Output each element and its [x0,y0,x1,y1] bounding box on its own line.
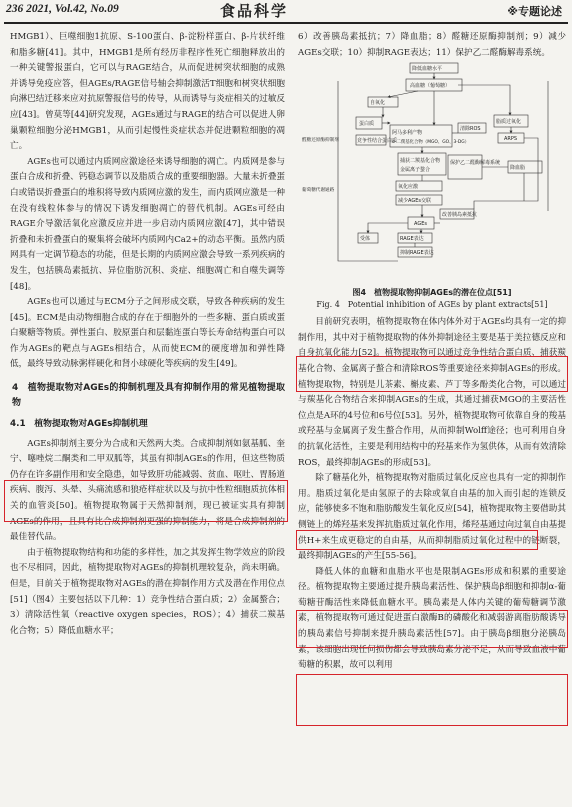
node-box [448,155,482,179]
node-label: 葡萄糖代谢通路 [302,188,335,194]
journal-citation: 236 2021, Vol.42, No.09 [6,3,119,15]
section-tag: ※专题论述 [507,5,562,18]
paragraph: 降低人体的血糖和血脂水平也是限制AGEs形成和积累的重要途径。植物提取物主要通过提升胰岛素活性、保护胰岛β细胞和抑制α-葡萄糖苷酶活性来降低血糖水平。胰岛素是人体内关键的葡萄糖调节激素，植物提取物可通过促进蛋白激酶B的磷酸化和减弱游离脂肪酸诱导的胰岛素信号抑制来提升胰岛素活性[57]。由于胰岛β细胞分泌胰岛素，该细胞出现任何损伤都会导致胰岛素分泌不足，从而导致血液中葡萄糖的积累，故可以利用 [298,566,566,671]
paragraph: HMGB1）、巨噬细胞1抗原、S-100蛋白、β-淀粉样蛋白、β-片状纤维和脂多糖[41]。其中，HMGB1是所有经历非程序性死亡细胞释放出的一种关键警报蛋白，它可以与RAGE结合，从而促进树突状细胞的成熟并诱导免疫应答，但AGEs/RAGE信号轴会抑制激活T细胞和树突状细胞向淋巴结迁移来应对抗原警报信号的传导，从而诱导与炎症相关的过敏反应[43]。曾莫等[44]研究发现，AGEs通过与RAGE的结合可以促进人卵巢颗粒细胞分泌HMGB1，从而引起慢性炎症状态并促进颗粒细胞的凋亡。 [10,32,286,152]
journal-name: 食品科学 [220,2,289,20]
node-label: 降血脂 [510,165,526,172]
node-label: 保护乙二醛酶解毒系统 [450,160,501,167]
section-4-heading: 4 植物提取物对AGEs的抑制机理及具有抑制作用的常见植物提取物 [12,383,285,409]
node-label: 竞争性结合蛋白质 [357,138,398,145]
node-label: α-二羰基化合物（MGO、GO、3-DG） [392,140,470,146]
paragraph: 目前研究表明，植物提取物在体内体外对于AGEs均具有一定的抑制作用，其中对于植物提取物的体外抑制途径主要是基于美拉德反应和自身抗氧化能力[52]。植物提取物可以通过竞争性结合蛋白质、捕获羰基化合物、金属离子螯合和清除ROS等重要途径来抑制AGEs的形成。植物提取物，特别是儿茶素、槲皮素、芦丁等多酚类化合物，可以通过与羰基化合物结合来抑制AGEs的生成，其通过捕获MGO的主要活性位点是A环的4号位和6号位[53]。另外，植物提取物可依靠自身的羧基或羟基与金属离子发生螯合作用，从而抑制Wolff途径；也可利用自身的抗氧化活性，主要是利用结构中的羟基来作为氢供体，从而有效清除ROS，最终抑制AGEs的形成[53]。 [298,317,566,468]
node-label: ARPS [504,136,518,143]
paragraph: 由于植物提取物结构和功能的多样性，加之其发挥生物学效应的阶段也不尽相同，因此，植物提取物对AGEs的抑制机理较复杂，尚未明确。但是，目前关于植物提取物对AGEs的潜在抑制作用方式及潜在作用位点[51]（图4）主要包括以下几种：1）竞争性结合蛋白质；2）金属螯合；3）清除活性氧（reactive oxygen species，ROS）；4）捕获二羰基化合物；5）降低血糖水平； [10,547,286,636]
figure-4-diagram [298,61,566,285]
node-label: 减少AGEs交联 [398,198,431,205]
page-header [0,0,572,24]
node-label: 氧化应激 [398,184,419,191]
figure-4-svg [298,61,566,285]
node-label: 受体 [360,236,371,243]
node-label: 蛋白质 [359,121,375,128]
node-label: 脂质过氧化 [496,119,522,126]
paragraph: AGEs抑制剂主要分为合成和天然两大类。合成抑制剂如氨基胍、奎宁、噻唑烷二酮类和二甲双胍等，其虽有抑制AGEs的作用，但这些物质仍存在许多副作用和安全隐患，如导致肝功能减弱、贫血、呕吐、胃肠道疾病、腹泻、头晕、头痛流感和狼疮样症状以及与抗中性粒细胞质抗体相关的血管炎[50]。植物提取物属于天然抑制剂，现已被证实具有抑制AGEs的作用，且具有比合成抑制剂更强的抑制能力，将是合成抑制剂的最佳替代品。 [10,438,286,543]
node-label: 捕获二羰基化合物 [400,158,441,165]
node-label: 醛糖还原酶抑制剂 [302,138,339,144]
node-label: RAGE表达 [400,236,424,243]
paragraph: AGEs也可以通过与ECM分子之间形成交联，导致各种疾病的发生[45]。ECM是由动物细胞合成的存在于细胞外的一些多糖、蛋白质或蛋白聚糖等物质。弹性蛋白、胶原蛋白和层黏连蛋白等长寿命结构蛋白可以作为AGEs的靶点与AGEs相结合，从而使ECM的硬度增加和弹性降低，最终导致动脉粥样硬化和肾小球硬化等疾病的发生[49]。 [10,297,286,370]
node-label: 降低血糖水平 [412,66,443,73]
paragraph: 6）改善胰岛素抵抗；7）降血脂；8）醛糖还原酶抑制剂；9）减少AGEs交联；10）抑制RAGE表达；11）保护乙二醛酶解毒系统。 [298,32,566,58]
right-column [298,30,566,674]
node-label: 抑制RAGE表达 [400,250,434,257]
node-label: 清除ROS [460,126,481,133]
node-label: 金属离子螯合 [400,167,431,174]
header-rule [4,22,568,24]
figure-caption [298,287,566,311]
paragraph: 除了糖基化外，植物提取物对脂质过氧化反应也具有一定的抑制作用。脂质过氧化是由氢原子的去除或氧自由基的加入而引起的连锁反应，能够使多不饱和脂肪酸发生氧化反应[54]，植物提取物主要借助其侧链上的烯羟基来发挥抗脂质过氧化作用，烯羟基通过向过氧自由基提供H+来生成更稳定的自由基，从而抑制脂质过氧化过程中的链断裂，最终抑制AGEs的产生[55-56]。 [298,473,566,562]
figure-caption-en: Fig. 4 Potential inhibition of AGEs by plant extracts[51] [316,300,548,310]
node-label: 高血糖（葡萄糖） [410,83,451,90]
paragraph: AGEs也可以通过内质网应激途径来诱导细胞的凋亡。内质网是参与蛋白合成和折叠、钙稳态调节以及脂质合成的重要细胞器。大量未折叠蛋白或错误折叠蛋白的堆积将导致内质网应激的发生，而内质网应激是一种在没有线粒体参与的情况下诱发细胞凋亡的替代机制。AGEs可经由RAGE介导激活氧化应激反应并进一步启动内质网应激[47]，其中错误折叠和未折叠蛋白的聚集将会破坏内质网内Ca2+的动态平衡。虽然内质网具有一定调节稳态的功能，但是长期的内质网应激会导致一系列疾病的发生，包括胰岛素抵抗、异位脂肪沉积、炎症、细胞凋亡和自噬失调等[48]。 [10,156,286,292]
node-label: 阿马多利产物 [392,130,423,137]
section-4-1-heading: 4.1 植物提取物对AGEs抑制机理 [10,419,148,430]
figure-caption-cn: 图4 植物提取物抑制AGEs的潜在位点[51] [352,288,512,298]
node-label: AGEs [414,221,427,228]
node-label: 改善胰岛素抵抗 [442,212,478,219]
highlight-box [296,674,568,726]
node-label: 自氧化 [370,100,386,107]
left-column [10,30,285,639]
